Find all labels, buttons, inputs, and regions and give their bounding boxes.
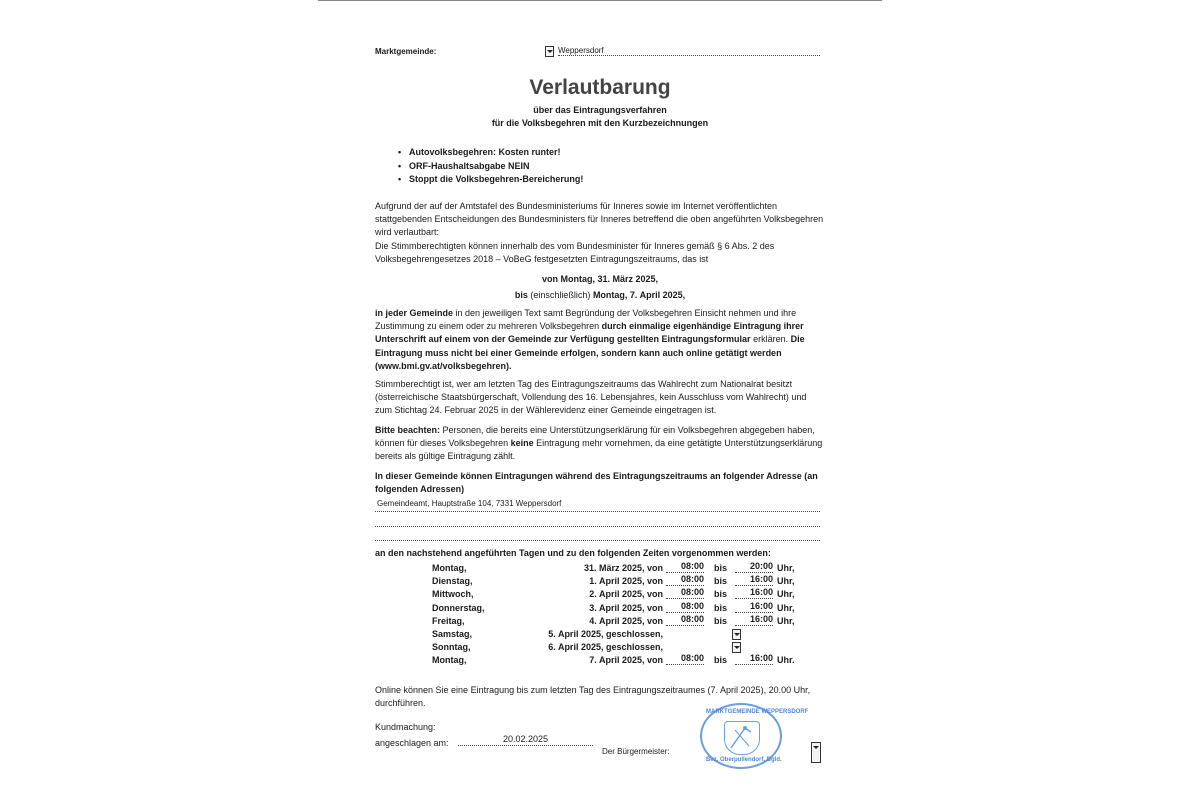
municipality-field[interactable]: [558, 46, 820, 56]
schedule-date: 7. April 2025, von: [589, 655, 663, 666]
schedule-day: Dienstag,: [432, 576, 473, 587]
schedule-row: [432, 602, 795, 615]
intro-paragraph: [375, 200, 825, 266]
intro-text-1: Aufgrund der auf der Amtstafel des Bundesministeriums für Inneres sowie im Internet veröffentlichten stattgebenden Entscheidungen des Bundesministers für Inneres betreffend die oben angeführten Volksbegehren wird verlautbart:: [375, 201, 824, 238]
schedule-row: [432, 628, 795, 641]
official-seal: [700, 703, 809, 769]
schedule-row: [432, 588, 795, 601]
uhr-label: Uhr,: [777, 576, 795, 587]
bis-label: bis: [714, 655, 728, 666]
municipality-label: Marktgemeinde:: [375, 47, 437, 56]
uhr-label: Uhr,: [777, 563, 795, 573]
bis-label: bis: [714, 576, 728, 587]
time-to-field[interactable]: 16:00: [735, 588, 773, 599]
period-from: von Montag, 31. März 2025,: [541, 274, 659, 284]
schedule-date: 4. April 2025, von: [589, 615, 663, 626]
body-text: erklären.: [750, 334, 791, 345]
body-paragraph-signing: [375, 307, 825, 373]
schedule-row: [432, 615, 795, 628]
address-line-1: [375, 511, 820, 512]
time-to-field[interactable]: 16:00: [735, 602, 773, 613]
time-to-field[interactable]: 16:00: [735, 575, 773, 586]
online-note: Online können Sie eine Eintragung bis zum letzten Tag des Eintragungszeitraumes (7. April 2025), 20.00 Uhr, durchführen.: [375, 685, 811, 709]
schedule-day: Sonntag,: [432, 642, 471, 653]
emphasis-text: in jeder Gemeinde: [375, 308, 454, 318]
page-title: Verlautbarung: [529, 76, 671, 99]
schedule-row: [432, 575, 795, 588]
uhr-label: Uhr,: [777, 615, 795, 626]
list-item: • ORF-Haushaltsabgabe NEIN: [398, 160, 583, 174]
subtitle-line-1: über das Eintragungsverfahren: [533, 105, 667, 115]
bis-label: bis: [714, 589, 728, 600]
mayor-label: Der Bürgermeister:: [602, 747, 670, 756]
schedule-date: 3. April 2025, von: [589, 602, 663, 613]
period-to-date: Montag, 7. April 2025,: [592, 290, 686, 300]
address-line-3: [375, 540, 820, 541]
posted-date-label: angeschlagen am:: [375, 738, 449, 748]
schedule-date: 31. März 2025, von: [583, 563, 663, 573]
schedule-row: [432, 641, 795, 654]
seal-coat-of-arms-icon: [724, 721, 760, 755]
bis-label: bis: [714, 615, 728, 626]
schedule-day: Montag,: [432, 655, 467, 666]
address-line-2: [375, 526, 820, 527]
period-to-inclusive: (einschließlich): [530, 290, 591, 300]
time-from-field[interactable]: 08:00: [666, 602, 704, 613]
uhr-label: Uhr,: [777, 589, 795, 600]
address-intro: In dieser Gemeinde können Eintragungen während des Eintragungszeitraums an folgender Adresse (an folgenden Adressen): [375, 471, 818, 495]
note-label: Bitte beachten:: [375, 425, 441, 435]
seal-bottom-text: Bez. Oberpullendorf, Bgld.: [706, 757, 782, 763]
period-to: [318, 289, 882, 302]
posted-date-field[interactable]: [458, 733, 593, 746]
uhr-label: Uhr,: [777, 602, 795, 613]
time-from-field[interactable]: 08:00: [666, 615, 704, 626]
schedule-day: Samstag,: [432, 628, 473, 639]
schedule-day: Mittwoch,: [432, 589, 474, 600]
uhr-label: Uhr.: [777, 655, 795, 666]
bis-label: bis: [714, 563, 728, 573]
note-paragraph: [375, 424, 825, 464]
body-text: Personen, die bereits eine Unterstützungserklärung für ein Volksbegehren abgegeben haben, können für dieses Volksbegehren: [375, 425, 815, 449]
posted-date-value: 20.02.2025: [502, 734, 549, 744]
time-from-field[interactable]: 08:00: [666, 575, 704, 586]
schedule-day: Montag,: [432, 563, 467, 573]
page-top-border: [318, 0, 882, 1]
municipality-dropdown-icon[interactable]: [545, 46, 554, 57]
schedule-table: [432, 562, 795, 668]
emphasis-text: keine: [510, 438, 534, 449]
eligibility-paragraph: [375, 378, 825, 418]
schedule-date: 1. April 2025, von: [589, 576, 663, 587]
mayor-dropdown-icon[interactable]: [811, 742, 821, 763]
schedule-day: Freitag,: [432, 615, 465, 626]
list-item: • Stoppt die Volksbegehren-Bereicherung!: [398, 173, 583, 187]
body-text: Eintragung mehr vornehmen, da eine getätigte Unterstützungserklärung bereits als gültige Eintragung zählt.: [375, 438, 823, 462]
period-to-prefix: bis: [514, 290, 528, 300]
time-from-field[interactable]: 08:00: [666, 654, 704, 665]
bis-label: bis: [714, 602, 728, 613]
schedule-intro: an den nachstehend angeführten Tagen und zu den folgenden Zeiten vorgenommen werden:: [375, 548, 771, 558]
body-text: in den jeweiligen Text samt Begründung der Volksbegehren Einsicht nehmen und ihre Zustimmung zu einem oder zu mehreren Volksbegehren: [375, 308, 797, 332]
list-item: • Autovolksbegehren: Kosten runter!: [398, 146, 583, 160]
schedule-day: Donnerstag,: [432, 602, 485, 613]
time-from-field[interactable]: 08:00: [666, 588, 704, 599]
time-to-field[interactable]: 16:00: [735, 654, 773, 665]
subtitle-line-2: für die Volksbegehren mit den Kurzbezeichnungen: [491, 118, 709, 128]
time-from-field[interactable]: 08:00: [666, 562, 704, 573]
time-to-field[interactable]: 16:00: [735, 615, 773, 626]
schedule-row: [432, 562, 795, 575]
eligibility-text: Stimmberechtigt ist, wer am letzten Tag des Eintragungszeitraums das Wahlrecht zum Nationalrat besitzt (österreichische Staatsbürgerschaft, Vollendung des 16. Lebensjahres, kein Ausschluss vom Wahlrecht) und zum Stichtag 24. Februar 2025 in der Wählerevidenz einer Gemeinde eingetragen ist.: [375, 379, 807, 416]
initiative-list: [398, 146, 583, 187]
seal-top-text: MARKTGEMEINDE WEPPERSDORF: [706, 709, 809, 715]
schedule-date: 2. April 2025, von: [589, 589, 663, 600]
closed-dropdown-icon[interactable]: [732, 642, 741, 653]
emphasis-text: durch einmalige eigenhändige Eintragung ihrer Unterschrift auf einem von der Gemeinde zur Verfügung gestellten Eintragungsformular: [375, 321, 804, 345]
time-to-field[interactable]: 20:00: [735, 562, 773, 573]
schedule-date: 6. April 2025, geschlossen,: [548, 642, 663, 653]
municipality-value: Weppersdorf: [558, 46, 604, 55]
intro-text-2: Die Stimmberechtigten können innerhalb des vom Bundesminister für Inneres gemäß § 6 Abs. 2 des Volksbegehrengesetzes 2018 – VoBeG festgesetzten Eintragungszeitraums, das ist: [375, 240, 775, 264]
schedule-row: [432, 654, 795, 667]
schedule-date: 5. April 2025, geschlossen,: [548, 628, 663, 639]
address-value[interactable]: Gemeindeamt, Hauptstraße 104, 7331 Weppersdorf: [377, 499, 562, 508]
kundmachung-label: Kundmachung:: [375, 722, 436, 732]
emphasis-text: Die Eintragung muss nicht bei einer Gemeinde erfolgen, sondern kann auch online getätigt werden (www.bmi.gv.at/volksbegehren).: [375, 334, 805, 371]
closed-dropdown-icon[interactable]: [732, 629, 741, 640]
